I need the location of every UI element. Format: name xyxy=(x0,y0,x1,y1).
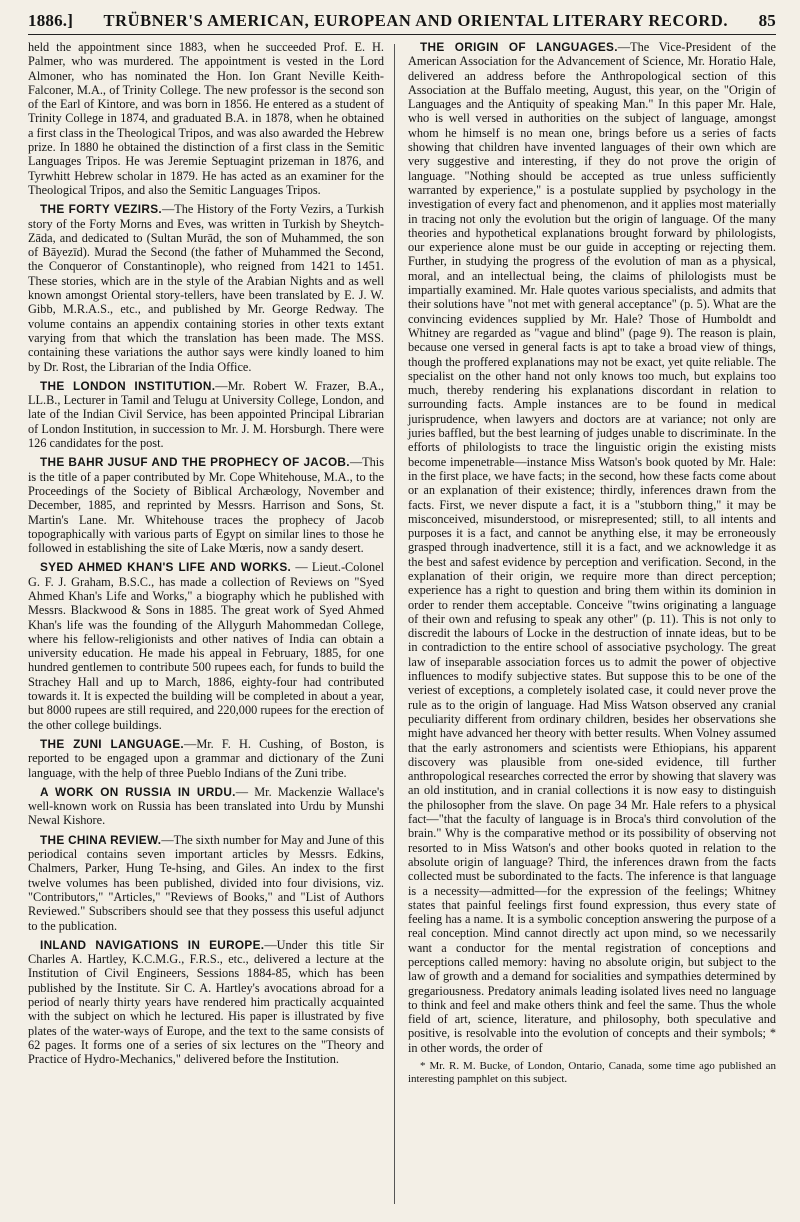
article-text: — Lieut.-Colonel G. F. J. Graham, B.S.C., has made a collection of Reviews on "Syed Ahmed Khan's Life and Works," a biography which he published with Messrs. Blackwood & Sons in 1885. The great work of Syed Ahmed Khan's life was the founding of the Allygurh Mahommedan College, where his fellow-religionists and other natives of India can obtain a university education. He made his appeal in February, 1885, for one hundred gentlemen to contribute 500 rupees each, for funds to build the Strachey Hall and up to March, 1886, eighty-four had contributed towards it. It is expected the building will be completed in about a year, but 8000 rupees are still required, and 220,000 rupees for the erection of the other college buildings. xyxy=(28,560,384,732)
article-text: —This is the title of a paper contributed by Mr. Cope Whitehouse, M.A., to the Proceedings of the Society of Biblical Archæology, November and December, 1885, and reprinted by Messrs. Harrison and Sons, St. Martin's Lane. Mr. Whitehouse traces the prophecy of Jacob topographically with various parts of Egypt on similar lines to those he followed in establishing the site of Lake Mœris, now a sandy desert. xyxy=(28,455,384,556)
article-text: —The sixth number for May and June of this periodical contains seven important articles by Messrs. Edkins, Chalmers, Parker, Hung Te-hsing, and Giles. An index to the first twelve volumes has been published, divided into four divisions, viz. "Contributors," "Articles," "Reviews of Books," and "List of Authors Reviewed." Subscribers should see that they possess this useful adjunct to the publication. xyxy=(28,832,385,933)
article-text: —Mr. Robert W. Frazer, B.A., LL.B., Lecturer in Tamil and Telugu at University College, London, and late of the Indian Civil Service, has been appointed Principal Librarian of London Institution, in succession to Mr. J. M. Horsburgh. There were 126 candidates for the post. xyxy=(28,378,384,451)
article-heading: THE BAHR JUSUF AND THE PROPHECY OF JACOB. xyxy=(40,455,350,470)
article-london-institution xyxy=(28,379,384,450)
article-heading: THE LONDON INSTITUTION. xyxy=(40,378,216,393)
article-text: —Mr. F. H. Cushing, of Boston, is reported to be engaged upon a grammar and dictionary of the Zuni language, with the help of three Pueblo Indians of the Zuni tribe. xyxy=(28,736,384,780)
article-heading: THE CHINA REVIEW. xyxy=(40,832,162,847)
header-running-title: TRÜBNER'S AMERICAN, EUROPEAN AND ORIENTAL LITERARY RECORD. xyxy=(103,11,729,30)
article-heading: A WORK ON RUSSIA IN URDU. xyxy=(40,784,236,799)
right-column xyxy=(408,40,776,1091)
article-china-review xyxy=(28,833,384,933)
article-forty-vezirs xyxy=(28,202,384,374)
footnote: * Mr. R. M. Bucke, of London, Ontario, Canada, some time ago published an interesting pamphlet on this subject. xyxy=(408,1060,776,1086)
column-divider xyxy=(394,44,395,1204)
article-text: — Mr. Mackenzie Wallace's well-known work on Russia has been translated into Urdu by Munshi Newal Kishore. xyxy=(28,784,384,828)
article-heading: THE ORIGIN OF LANGUAGES. xyxy=(420,40,618,54)
header-page-number: 85 xyxy=(758,11,776,30)
article-heading: SYED AHMED KHAN'S LIFE AND WORKS. xyxy=(40,560,292,575)
left-column xyxy=(28,40,384,1071)
article-heading: THE FORTY VEZIRS. xyxy=(40,202,162,217)
running-header xyxy=(28,8,776,35)
article-bahr-jusuf xyxy=(28,455,384,555)
article-zuni-language xyxy=(28,737,384,780)
article-text: —The History of the Forty Vezirs, a Turkish story of the Forty Morns and Eves, was written in Turkish by Sheytch-Zāda, and dedicated to (Sultan Murād, the son of Muhammed, the son of Bāyezīd). Murad the Second (the father of Muhammed the Second, the Conqueror of Constantinople), who reigned from 1421 to 1451. These stories, which are in the style of the Arabian Nights and as well known amongst Oriental story-tellers, have been translated by E. J. W. Gibb, M.R.A.S., etc., and published by Mr. George Redway. The volume contains an appendix containing stories in other texts extant varying from that which the translation has been made. The MSS. containing these variations the author says were kindly loaned to him by Dr. Rost, the Librarian of the India Office. xyxy=(28,202,384,374)
article-russia-urdu xyxy=(28,785,384,828)
header-year: 1886.] xyxy=(28,11,74,30)
article-syed-ahmed-khan xyxy=(28,560,384,732)
article-inland-navigations xyxy=(28,938,384,1067)
article-heading: THE ZUNI LANGUAGE. xyxy=(40,736,185,751)
article-text: —Under this title Sir Charles A. Hartley, K.C.M.G., F.R.S., etc., delivered a lecture at the Institution of Civil Engineers, Sessions 1884-85, which has been published by the Institute. Sir C. A. Hartley's avocations abroad for a period of nearly thirty years have rendered him practically acquainted with the subject on which he lectured. His paper is illustrated by five plates of the water-ways of Europe, and the text to the same consists of 62 pages. It forms one of a series of six lectures on the "Theory and Practice of Hydro-Mechanics," delivered before the Institution. xyxy=(28,937,384,1067)
article-origin-of-languages xyxy=(408,40,776,1055)
intro-paragraph: held the appointment since 1883, when he succeeded Prof. E. H. Palmer, who was murdered. The appointment is vested in the Lord Almoner, who has nominated the Hon. Ion Grant Neville Keith-Falconer, M.A., of Trinity College. The new professor is the second son of the Earl of Kintore, and was born in 1856. He entered as a student of Trinity College in 1874, and graduated B.A. in 1878, when he obtained a first class in the Theological Tripos, and was also awarded the Hebrew prize. In 1880 he obtained the distinction of a first class in the Semitic Languages Tripos. He was Jeremie Septuagint prizeman in 1876, and Tyrwhitt Hebrew scholar in 1879. He has acted as an examiner for the Theological Tripos, and also the Semitic Languages Tripos. xyxy=(28,40,384,197)
article-text: —The Vice-President of the American Association for the Advancement of Science, Mr. Horatio Hale, delivered an address before the Anthropological section of this Association at the Buffalo meeting, August, this year, on the "Origin of Languages and the Antiquity of speaking Man." In this paper Mr. Hale, who is well versed in authorities on the subject of language, amongst whom he himself is no mean one, brings before us a series of facts showing that children have invented languages of their own which are very suggestive and interesting, if they do not prove the origin of language. "Nothing should be accepted as true unless sufficiently warranted by experience," is a postulate supplied by psychology in the investigation of every fact and phenomenon, and it applies most materially in tracing not only the evolution but the origin of language. Of the many theories and hypothetical explanations brought forward by philologists, our experience alone must be our guide in accepting or rejecting them. Further, in studying the progress of the evolution of man as a physical, moral, and an intellectual being, the claims of philologists must be impartially examined. Mr. Hale quotes various specialists, and admits that their solutions have "not met with general acceptance" (p. 5). What are the convincing evidences supplied by Mr. Hale? Those of Humboldt and Whitney are regarded as "vague and blind" (page 9). The reason is plain, because one versed in general facts is apt to take a broad view of things, though the proffered explanations may not be exact, yet quite reliable. The specialist on the other hand not only knows too much, but explains too much, thereby rendering his explanations discordant in relation to surrounding facts. Ample instances are to be found in medical jurisprudence, when lawyers and doctors are at variance; not only are juries baffled, but the best learning of judges unable to discriminate. In the efforts of philologists to trace the linguistic origin the existing mists become impenetrable—instance Miss Watson's book quoted by Mr. Hale: in the first place, we have facts; in the second, how these facts come about or an explanation of their existence; thirdly, inferences drawn from the facts. First, we never dispute a fact, it is a "stubborn thing," it may be misconceived, misunderstood, or misrepresented; still, to all intents and purposes it is a fact, and cannot be anything else, it may be erroneously grasped through inadvertence, still it is a fact, and we acknowledge it as the best and safest evidence by perception and verification. Second, in the explanation of their origin, we require more than direct perception; experience has a right to question and bring them within its dominion in order to render them acceptable. Conceive "twins originating a language of their own and refusing to speak any other" (p. 11). This is not only to discredit the labours of Locke in the destruction of innate ideas, but to be in contradiction to the entire school of associative psychology. The great law of inseparable association forces us to admit the power of objective influences to modify subjective states. But suppose this to be one of the veriest of exceptions, a completely isolated case, it could never prove the rule as to the origin of language. Had Miss Watson observed any cranial peculiarity different from ordinary children, besides her observations she might have advanced her theory with better results. When Volney assumed that the early astronomers and scientists were Ethiopians, his apparent discovery was plausible from one-sided evidence, till further anthropological researches corrected the error by showing that slavery was an old institution, and in cranial collections it is now easy to distinguish the philosopher from the slave. On page 34 Mr. Hale refers to a physical fact—"that the faculty of language is in Broca's third convolution of the brain." Why is the comparative method or its possibility of observing not resorted to in Miss Watson's and other books quoted in relation to the absolute origin of language? Third, the inferences drawn from the facts collected must be subordinated to the facts. The inference is that language is a necessity—admitted—for the expression of the feelings; Whitney states that painful feelings first found expression, thus every state of feeling has a name. It is a symbolic conception answering the purpose of a real conception. Mind cannot directly act upon mind, so we necessarily want a conductor for the mental registration of conceptions and perceptions called memory: having no absolute origin, but subject to the law of growth and a demand for socialities and sympathies determined by gregariousness. Predatory animals leading isolated lives need no language to think and feel and make others think and feel the same. Thus the whole field of art, science, literature, and philosophy, both speculative and positive, is resolvable into the evolution of concepts and their symbols; * in other words, the order of xyxy=(408,40,776,1055)
article-heading: INLAND NAVIGATIONS IN EUROPE. xyxy=(40,937,265,952)
